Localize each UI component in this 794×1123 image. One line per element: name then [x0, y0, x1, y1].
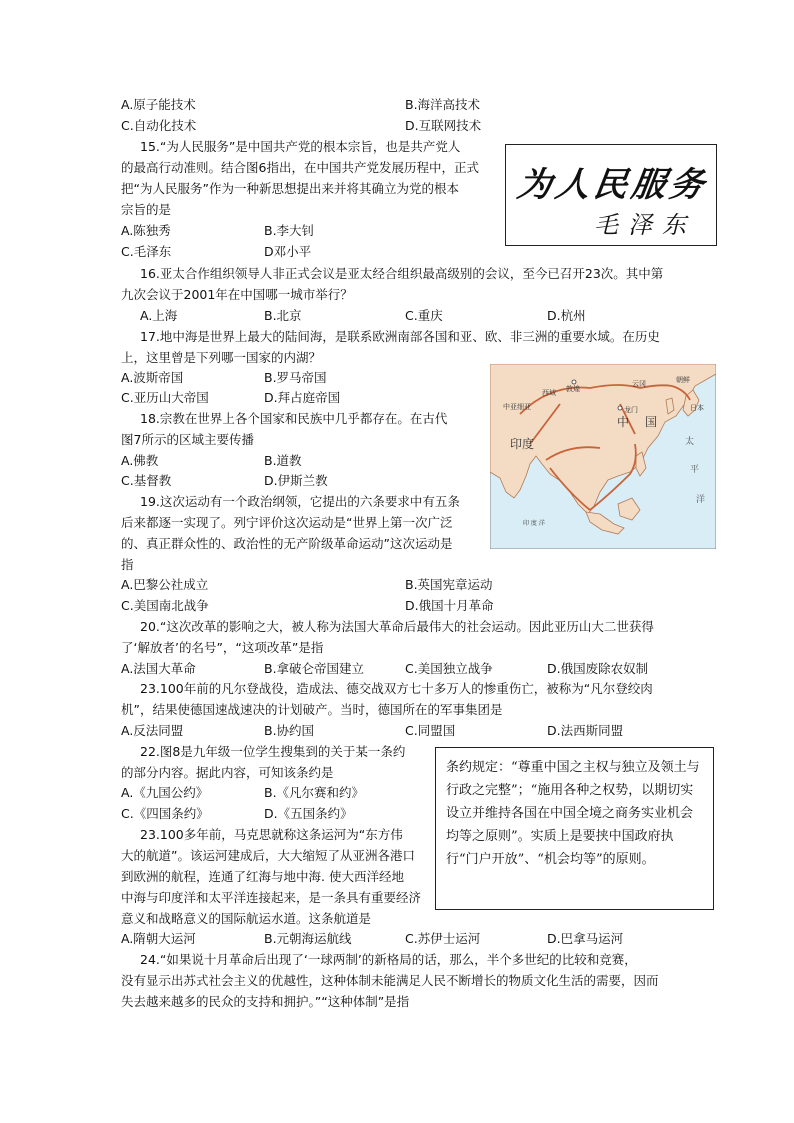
- q18-option-d: D.伊斯兰教: [264, 473, 328, 488]
- label-riben: 日本: [690, 404, 704, 412]
- q15-text-1: 15.“为人民服务”是中国共产党的根本宗旨，也是共产党人: [140, 139, 461, 154]
- q23-option-c: C.苏伊士运河: [405, 931, 481, 946]
- q21-text-2: 机”，结果使德国速战速决的计划破产。当时，德国所在的军事集团是: [121, 702, 503, 717]
- q19-option-b: B.英国宪章运动: [405, 577, 493, 592]
- q15-option-b: B.李大钊: [264, 223, 315, 238]
- q18-option-b: B.道教: [264, 453, 302, 468]
- q20-option-c: C.美国独立战争: [405, 661, 493, 676]
- label-zhongya: 中亚细亚: [503, 403, 531, 411]
- q18-text-2: 图7所示的区域主要传播: [121, 432, 254, 447]
- q15-text-3: 把“为人民服务”作为一种新思想提出来并将其确立为党的根本: [121, 181, 459, 196]
- q23-text-1: 23.100多年前，马克思就称这条运河为“东方伟: [140, 827, 403, 842]
- city-dot-longmen: [618, 406, 622, 410]
- q15-text-4: 宗旨的是: [121, 202, 172, 217]
- q17-text-2: 上，这里曾是下列哪一国家的内湖？: [121, 350, 322, 365]
- q17-option-c: C.亚历山大帝国: [121, 390, 209, 405]
- q16-option-d: D.杭州: [547, 308, 586, 323]
- q22-text-2: 的部分内容。据此内容，可知该条约是: [121, 765, 334, 780]
- q23-option-b: B.元朝海运航线: [264, 931, 352, 946]
- label-tai: 太: [685, 437, 695, 447]
- q19-option-c: C.美国南北战争: [121, 598, 209, 613]
- q22-option-d: D.《五国条约》: [264, 806, 353, 821]
- label-yinduyang: 印 度 洋: [523, 520, 545, 527]
- q14-option-d: D.互联网技术: [405, 118, 482, 133]
- q14-option-c: C.自动化技术: [121, 118, 197, 133]
- q23-option-d: D.巴拿马运河: [547, 931, 624, 946]
- label-xiyu: 西域: [542, 389, 556, 397]
- q24-text-2: 没有显示出苏式社会主义的优越性，这种体制未能满足人民不断增长的物质文化生活的需要，因而: [121, 973, 659, 988]
- calligraphy-text: 为人民服务: [514, 165, 711, 205]
- q17-text-1: 17.地中海是世界上最大的陆间海，是联系欧洲南部各国和亚、欧、非三洲的重要水域。在历史: [140, 329, 660, 344]
- label-zhong: 中: [617, 415, 630, 429]
- q22-option-b: B.《凡尔赛和约》: [264, 785, 365, 800]
- figure-7-map: [490, 364, 716, 549]
- q15-option-c: C.毛泽东: [121, 244, 172, 259]
- q21-option-d: D.法西斯同盟: [547, 723, 624, 738]
- q16-text-1: 16.亚太合作组织领导人非正式会议是亚太经合组织最高级别的会议，至今已召开23次。其中第: [140, 266, 664, 281]
- q24-text-1: 24.“如果说十月革命后出现了‘一球两制’的新格局的话，那么，半个多世纪的比较和竞赛，: [140, 952, 637, 967]
- q17-option-d: D.拜占庭帝国: [264, 390, 341, 405]
- q20-option-b: B.拿破仑帝国建立: [264, 661, 365, 676]
- q23-text-4: 中海与印度洋和太平洋连接起来，是一条具有重要经济: [121, 890, 422, 905]
- city-dot-dunhuang: [572, 380, 576, 384]
- q23-option-a: A.隋朝大运河: [121, 931, 196, 946]
- q15-option-d: D邓小平: [264, 244, 312, 259]
- q18-option-a: A.佛教: [121, 453, 159, 468]
- q22-option-a: A.《九国公约》: [121, 785, 209, 800]
- q24-text-3: 失去越来越多的民众的支持和拥护。”“这种体制”是指: [121, 994, 410, 1009]
- q17-option-a: A.波斯帝国: [121, 370, 184, 385]
- figure-8-treaty-box: 条约规定：“尊重中国之主权与独立及领土与行政之完整”；“施用各种之权势，以期切实设立并维持各国在中国全境之商务实业机会均等之原则”。实质上是要挟中国政府执行“门户开放”、“机会均等”的原则。: [435, 747, 714, 910]
- q22-text-1: 22.图8是九年级一位学生搜集到的关于某一条约: [140, 744, 406, 759]
- q21-option-c: C.同盟国: [405, 723, 456, 738]
- q19-text-2: 后来都逐一实现了。列宁评价这次运动是“世界上第一次广泛: [121, 515, 453, 530]
- q19-text-4: 指: [121, 557, 134, 572]
- q21-text-1: 23.100年前的凡尔登战役，造成法、德交战双方七十多万人的惨重伤亡，被称为“凡尔登绞肉: [140, 681, 653, 696]
- q17-option-b: B.罗马帝国: [264, 370, 327, 385]
- q23-text-3: 到欧洲的航程，连通了红海与地中海. 使大西洋经地: [121, 869, 404, 884]
- label-yundang: 云冈: [632, 380, 646, 388]
- calligraphy-signature: 毛泽东: [594, 211, 696, 239]
- label-guo: 国: [645, 415, 658, 429]
- q19-option-a: A.巴黎公社成立: [121, 577, 209, 592]
- q23-text-2: 大的航道”。该运河建成后，大大缩短了从亚洲各港口: [121, 848, 415, 863]
- q20-text-2: 了‘解放者’的名号”，“这项改革”是指: [121, 640, 324, 655]
- label-dunhuang: 敦煌: [566, 385, 580, 393]
- label-yang: 洋: [696, 495, 706, 505]
- q22-option-c: C.《四国条约》: [121, 806, 209, 821]
- q20-option-a: A.法国大革命: [121, 661, 196, 676]
- q20-text-1: 20.“这次改革的影响之大，被人称为法国大革命后最伟大的社会运动。因此亚历山大二世获得: [140, 619, 654, 634]
- q20-option-d: D.俄国废除农奴制: [547, 661, 649, 676]
- q18-text-1: 18.宗教在世界上各个国家和民族中几乎都存在。在古代: [140, 411, 448, 426]
- q19-text-1: 19.这次运动有一个政治纲领，它提出的六条要求中有五条: [140, 494, 460, 509]
- q14-option-b: B.海洋高技术: [405, 97, 481, 112]
- q19-option-d: D.俄国十月革命: [405, 598, 494, 613]
- label-ping: 平: [690, 465, 700, 475]
- label-yindu: 印度: [510, 437, 535, 451]
- q14-option-a: A.原子能技术: [121, 97, 196, 112]
- q19-text-3: 的、真正群众性的、政治性的无产阶级革命运动”这次运动是: [121, 536, 453, 551]
- figure-6-calligraphy: [505, 144, 717, 246]
- q16-option-a: A.上海: [140, 308, 178, 323]
- q23-text-5: 意义和战略意义的国际航运水道。这条航道是: [121, 911, 372, 926]
- q18-option-c: C.基督教: [121, 473, 172, 488]
- q16-text-2: 九次会议于2001年在中国哪一城市举行？: [121, 287, 353, 302]
- q15-text-2: 的最高行动准则。结合图6指出，在中国共产党发展历程中，正式: [121, 160, 479, 175]
- q16-option-b: B.北京: [264, 308, 302, 323]
- q15-option-a: A.陈独秀: [121, 223, 171, 238]
- label-chaoxian: 朝鲜: [676, 376, 690, 384]
- label-longmen: 龙门: [624, 406, 638, 414]
- q21-option-b: B.协约国: [264, 723, 315, 738]
- q21-option-a: A.反法同盟: [121, 723, 184, 738]
- q16-option-c: C.重庆: [405, 308, 443, 323]
